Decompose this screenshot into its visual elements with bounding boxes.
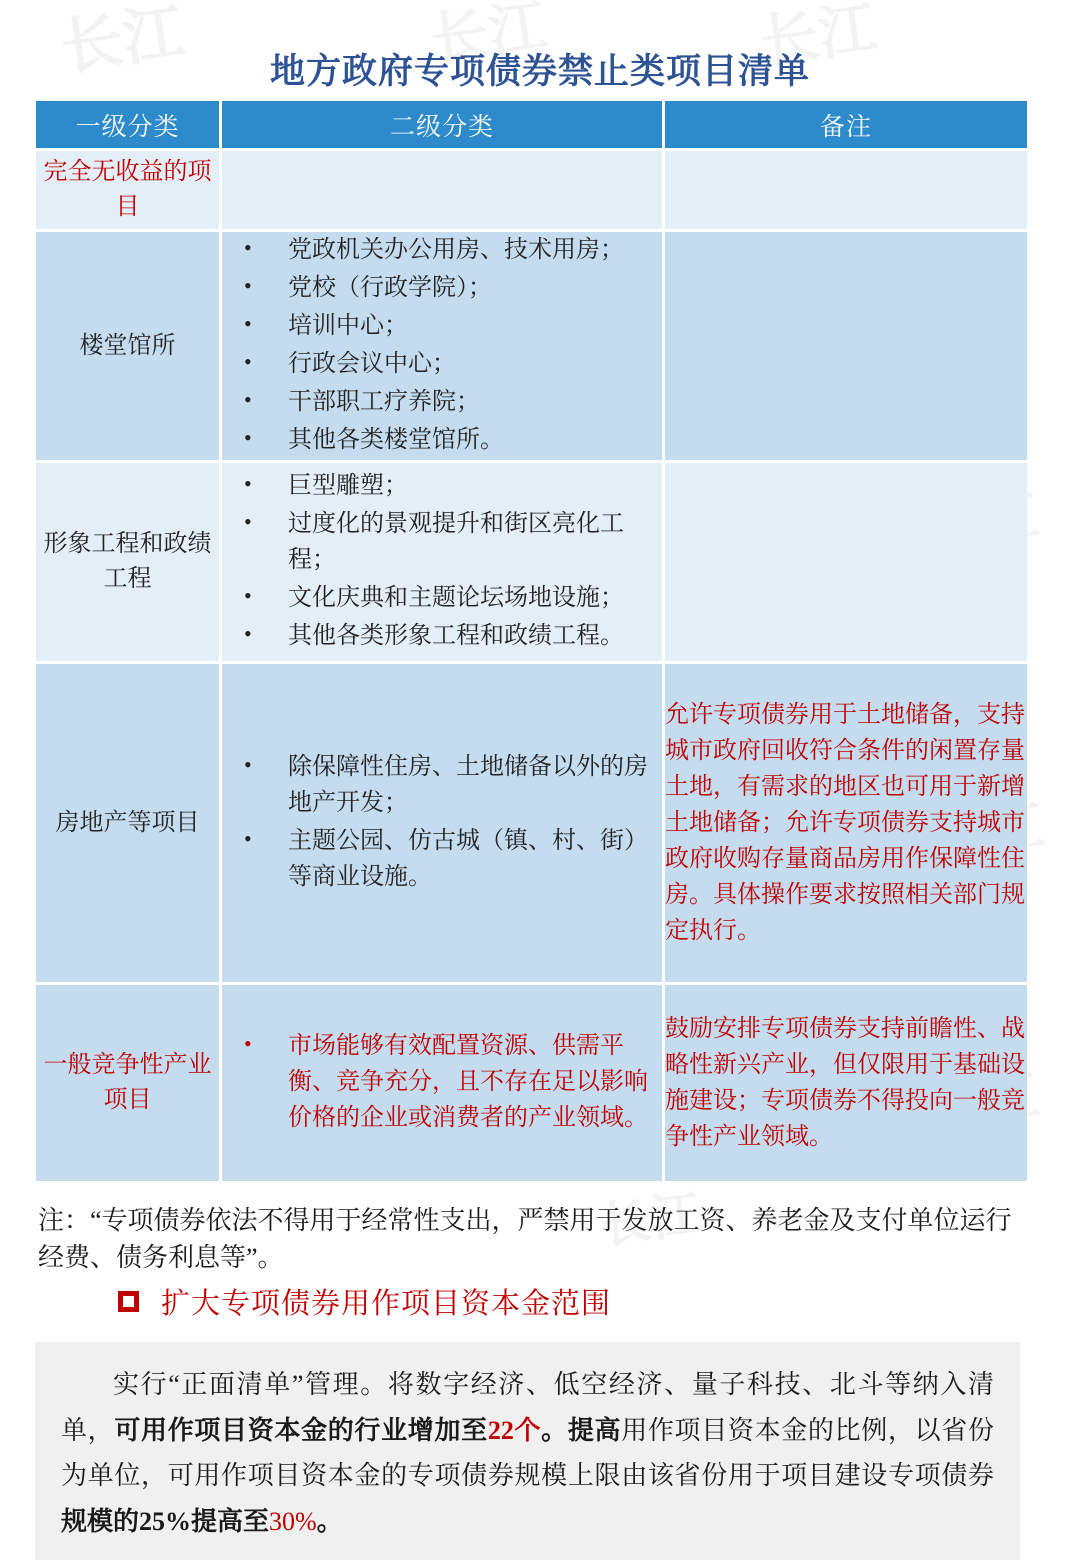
cell-subcategory — [222, 463, 662, 661]
category-label: 楼堂馆所 — [79, 332, 176, 359]
list-item: • 党校（行政学院）； — [222, 270, 662, 306]
paragraph-segment-2: 可用作项目资本金的行业增加至 — [114, 1415, 488, 1445]
category-label: 房地产等项目 — [55, 809, 200, 836]
prohibited-projects-table-wrapper — [33, 98, 1025, 1184]
cell-subcategory — [222, 151, 662, 229]
subcategory-list — [222, 749, 662, 895]
cell-remark — [665, 232, 1027, 460]
table-footnote: 注：“专项债券依法不得用于经常性支出，严禁用于发放工资、养老金及支付单位运行经费、债务利息等”。 — [38, 1206, 1012, 1272]
list-item: • 市场能够有效配置资源、供需平衡、竞争充分，且不存在足以影响价格的企业或消费者的产业领域。 — [222, 1028, 662, 1136]
highlight-paragraph — [61, 1362, 994, 1544]
column-header-primary-category: 一级分类 — [36, 101, 219, 148]
cell-subcategory — [222, 232, 662, 460]
cell-category — [36, 151, 219, 229]
highlight-paragraph-box — [35, 1342, 1020, 1560]
remark-text: 鼓励安排专项债券支持前瞻性、战略性新兴产业，但仅限用于基础设施建设；专项债券不得投向一般竞争性产业领域。 — [665, 1016, 1025, 1150]
list-item: • 主题公园、仿古城（镇、村、街）等商业设施。 — [222, 823, 662, 895]
category-label: 完全无收益的项目 — [43, 159, 212, 220]
list-item: • 培训中心； — [222, 308, 662, 344]
table-row — [36, 151, 1027, 229]
cell-category — [36, 463, 219, 661]
table-row — [36, 463, 1027, 661]
cell-remark — [665, 985, 1027, 1181]
cell-category — [36, 232, 219, 460]
list-item: • 干部职工疗养院； — [222, 384, 662, 420]
column-header-remarks: 备注 — [665, 101, 1027, 148]
cell-remark — [665, 151, 1027, 229]
cell-subcategory — [222, 664, 662, 982]
paragraph-segment-4: 。提高 — [541, 1415, 622, 1445]
paragraph-segment-8: 。 — [316, 1506, 343, 1536]
cell-category — [36, 985, 219, 1181]
list-item: • 其他各类楼堂馆所。 — [222, 422, 662, 458]
table-body — [36, 151, 1027, 1181]
page-title: 地方政府专项债券禁止类项目清单 — [269, 52, 810, 91]
list-item: • 行政会议中心； — [222, 346, 662, 382]
paragraph-highlight-30pct: 30% — [269, 1506, 317, 1536]
section-heading — [118, 1281, 611, 1322]
list-item: • 文化庆典和主题论坛场地设施； — [222, 580, 662, 616]
paragraph-segment-5: 用作项目资本金的比例，以省份为单位，可用作项目资本金的专项债券规模上限由该省份用于项目建设专项债券 — [61, 1415, 994, 1490]
subcategory-list — [222, 468, 662, 654]
list-item: • 除保障性住房、土地储备以外的房地产开发； — [222, 749, 662, 821]
table-row — [36, 232, 1027, 460]
list-item: • 巨型雕塑； — [222, 468, 662, 504]
cell-remark — [665, 463, 1027, 661]
subcategory-list — [222, 232, 662, 458]
paragraph-highlight-22: 22个 — [487, 1415, 542, 1445]
cell-category — [36, 664, 219, 982]
paragraph-segment-1: 实行“正面清单”管理。将数字经济、低空经济、量子科技、北斗等纳入清单， — [61, 1370, 994, 1445]
section-heading-label: 扩大专项债券用作项目资本金范围 — [161, 1288, 612, 1320]
category-label: 形象工程和政绩工程 — [43, 531, 212, 592]
list-item: • 过度化的景观提升和街区亮化工程； — [222, 506, 662, 578]
remark-text: 允许专项债券用于土地储备，支持城市政府回收符合条件的闲置存量土地，有需求的地区也可用于新增土地储备；允许专项债券支持城市政府收购存量商品房用作保障性住房。具体操作要求按照相关部门规定执行。 — [665, 702, 1025, 944]
red-square-bullet-icon — [118, 1291, 139, 1312]
list-item: • 其他各类形象工程和政绩工程。 — [222, 618, 662, 654]
table-row — [36, 664, 1027, 982]
column-header-secondary-category: 二级分类 — [222, 101, 662, 148]
cell-subcategory — [222, 985, 662, 1181]
subcategory-list — [222, 1028, 662, 1136]
list-item: • 党政机关办公用房、技术用房； — [222, 232, 662, 268]
paragraph-segment-6: 规模的25%提高至 — [61, 1506, 270, 1536]
table-row — [36, 985, 1027, 1181]
prohibited-projects-table — [33, 98, 1030, 1184]
category-label: 一般竞争性产业项目 — [43, 1052, 212, 1113]
cell-remark — [665, 664, 1027, 982]
table-header-row — [36, 101, 1027, 148]
